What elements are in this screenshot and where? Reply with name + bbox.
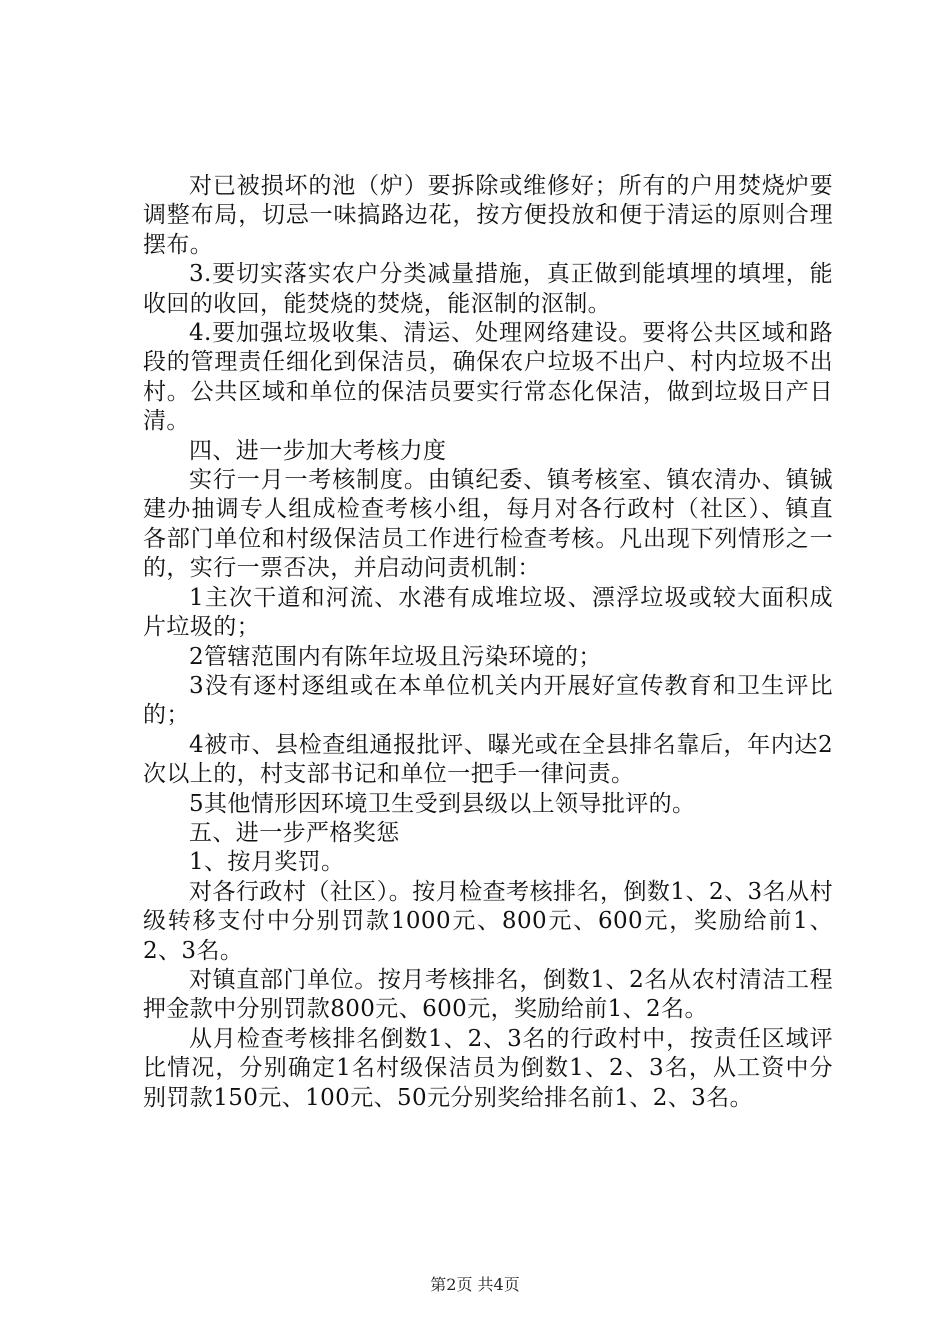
paragraph: 从月检查考核排名倒数1、2、3名的行政村中，按责任区域评比情况，分别确定1名村级保洁员为倒数1、2、3名，从工资中分别罚款150元、100元、50元分别奖给排名前1、2、3名。 [143, 1025, 833, 1111]
paragraph: 对已被损坏的池（炉）要拆除或维修好；所有的户用焚烧炉要调整布局，切忌一味搞路边花，按方便投放和便于清运的原则合理摆布。 [143, 173, 833, 258]
section-heading: 四、进一步加大考核力度 [189, 437, 447, 464]
page-number: 第2页 共4页 [430, 1275, 520, 1294]
list-item: 2管辖范围内有陈年垃圾且污染环境的； [189, 643, 602, 670]
list-item: 5其他情形因环境卫生受到县级以上领导批评的。 [189, 790, 696, 817]
list-item: 1主次干道和河流、水港有成堆垃圾、漂浮垃圾或较大面积成片垃圾的； [143, 584, 833, 641]
paragraph: 4.要加强垃圾收集、清运、处理网络建设。要将公共区域和路段的管理责任细化到保洁员，确保农户垃圾不出户、村内垃圾不出村。公共区域和单位的保洁员要实行常态化保洁，做到垃圾日产日清。 [143, 320, 833, 435]
paragraph: 实行一月一考核制度。由镇纪委、镇考核室、镇农清办、镇铖建办抽调专人组成检查考核小组，每月对各行政村（社区）、镇直各部门单位和村级保洁员工作进行检查考核。凡出现下列情形之一的，实行一票否决，并启动问责机制： [143, 467, 833, 582]
page-footer [0, 1272, 950, 1295]
list-item: 3没有逐村逐组或在本单位机关内开展好宣传教育和卫生评比的； [143, 672, 833, 729]
list-item: 4被市、县检查组通报批评、曝光或在全县排名靠后，年内达2次以上的，村支部书记和单位一把手一律问责。 [143, 731, 833, 788]
subsection-heading: 1、按月奖罚。 [189, 849, 345, 876]
paragraph: 对各行政村（社区）。按月检查考核排名，倒数1、2、3名从村级转移支付中分别罚款1000元、800元、600元，奖励给前1、2、3名。 [143, 878, 833, 964]
paragraph: 对镇直部门单位。按月考核排名，倒数1、2名从农村清洁工程押金款中分别罚款800元、600元，奖励给前1、2名。 [143, 966, 833, 1023]
section-heading: 五、进一步严格奖惩 [189, 819, 400, 846]
document-body [143, 172, 833, 1113]
paragraph: 3.要切实落实农户分类减量措施，真正做到能填埋的填埋，能收回的收回，能焚烧的焚烧，能沤制的沤制。 [143, 261, 833, 317]
